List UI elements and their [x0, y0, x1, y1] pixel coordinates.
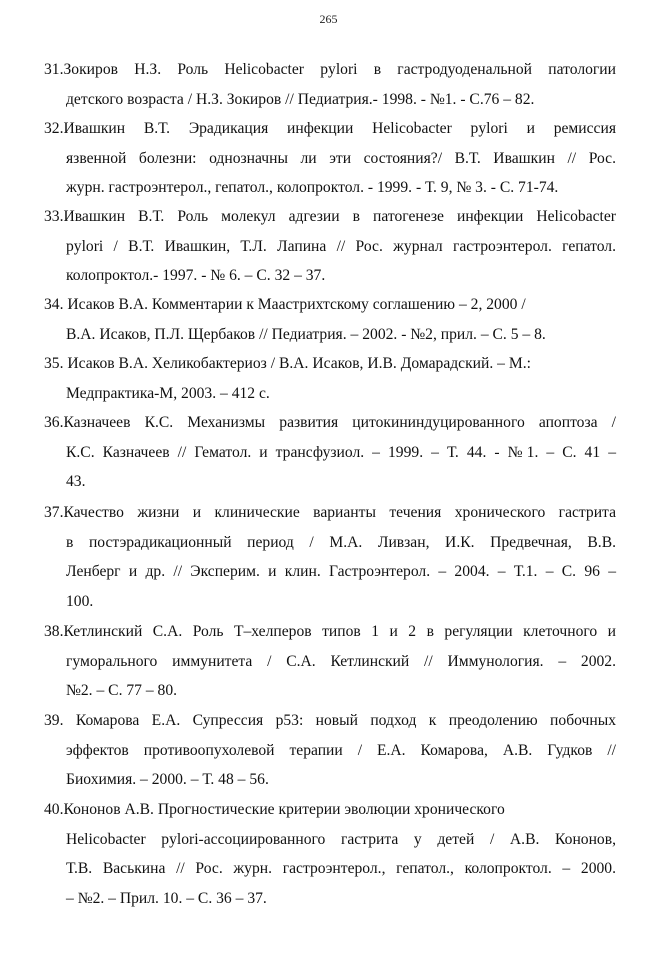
- reference-line: Медпрактика-М, 2003. – 412 с.: [66, 384, 270, 402]
- reference-item-31: [44, 55, 616, 114]
- reference-line: В.А. Исаков, П.Л. Щербаков // Педиатрия. – 2002. - №2, прил. – С. 5 – 8.: [66, 325, 546, 343]
- reference-line: 32.Ивашкин В.Т. Эрадикация инфекции Helicobacter pylori и ремиссия: [44, 120, 616, 137]
- reference-line: – №2. – Прил. 10. – С. 36 – 37.: [66, 889, 267, 907]
- reference-line: 38.Кетлинский С.А. Роль Т–хелперов типов 1 и 2 в регуляции клеточного и: [44, 623, 616, 640]
- reference-item-33: [44, 202, 616, 291]
- reference-line: в постэрадикационный период / М.А. Ливзан, И.К. Предвечная, В.В.: [66, 533, 616, 551]
- reference-item-34: [44, 290, 616, 349]
- reference-item-39: [44, 706, 616, 795]
- reference-line: эффектов противоопухолевой терапии / Е.А. Комарова, А.В. Гудков //: [66, 741, 616, 759]
- reference-line: детского возраста / Н.З. Зокиров // Педиатрия.- 1998. - №1. - С.76 – 82.: [66, 90, 535, 108]
- reference-line: 37.Качество жизни и клинические варианты течения хронического гастрита: [44, 504, 616, 521]
- reference-item-40: [44, 795, 616, 913]
- reference-item-36: [44, 408, 616, 497]
- reference-item-32: [44, 114, 616, 203]
- reference-line: гуморального иммунитета / С.А. Кетлинский // Иммунология. – 2002.: [66, 652, 616, 670]
- reference-line: Helicobacter pylori-ассоциированного гастрита у детей / А.В. Кононов,: [66, 830, 616, 848]
- reference-line: 43.: [66, 473, 86, 491]
- reference-item-35: [44, 349, 616, 408]
- reference-line: 33.Ивашкин В.Т. Роль молекул адгезии в патогенезе инфекции Helicobacter: [44, 208, 616, 225]
- reference-line: колопроктол.- 1997. - № 6. – С. 32 – 37.: [66, 267, 326, 285]
- reference-line: К.С. Казначеев // Гематол. и трансфузиол. – 1999. – Т. 44. - №1. – С. 41 –: [66, 443, 616, 461]
- reference-line: Биохимия. – 2000. – Т. 48 – 56.: [66, 771, 269, 789]
- reference-line: журн. гастроэнтерол., гепатол., колопроктол. - 1999. - Т. 9, № 3. - С. 71-74.: [66, 179, 559, 197]
- reference-item-37: [44, 498, 616, 616]
- reference-line: Т.В. Васькина // Рос. журн. гастроэнтерол., гепатол., колопроктол. – 2000.: [66, 860, 616, 878]
- reference-line: pylori / В.Т. Ивашкин, Т.Л. Лапина // Рос. журнал гастроэнтерол. гепатол.: [66, 237, 616, 255]
- reference-line: 35. Исаков В.А. Хеликобактериоз / В.А. Исаков, И.В. Домарадский. – М.:: [44, 355, 531, 372]
- reference-line: 36.Казначеев К.С. Механизмы развития цитокининдуцированного апоптоза /: [44, 414, 616, 431]
- reference-line: язвенной болезни: однозначны ли эти состояния?/ В.Т. Ивашкин // Рос.: [66, 149, 616, 167]
- reference-line: 100.: [66, 592, 94, 610]
- reference-line: Ленберг и др. // Эксперим. и клин. Гастроэнтерол. – 2004. – Т.1. – С. 96 –: [66, 563, 616, 581]
- reference-line: №2. – С. 77 – 80.: [66, 682, 178, 700]
- reference-line: 40.Кононов А.В. Прогностические критерии эволюции хронического: [44, 801, 505, 818]
- page-number: 265: [319, 12, 338, 26]
- reference-line: 34. Исаков В.А. Комментарии к Маастрихтскому соглашению – 2, 2000 /: [44, 296, 526, 313]
- reference-line: 39. Комарова Е.А. Супрессия р53: новый подход к преодолению побочных: [44, 712, 616, 729]
- reference-item-38: [44, 617, 616, 706]
- reference-line: 31.Зокиров Н.З. Роль Helicobacter pylori в гастродуоденальной патологии: [44, 61, 616, 78]
